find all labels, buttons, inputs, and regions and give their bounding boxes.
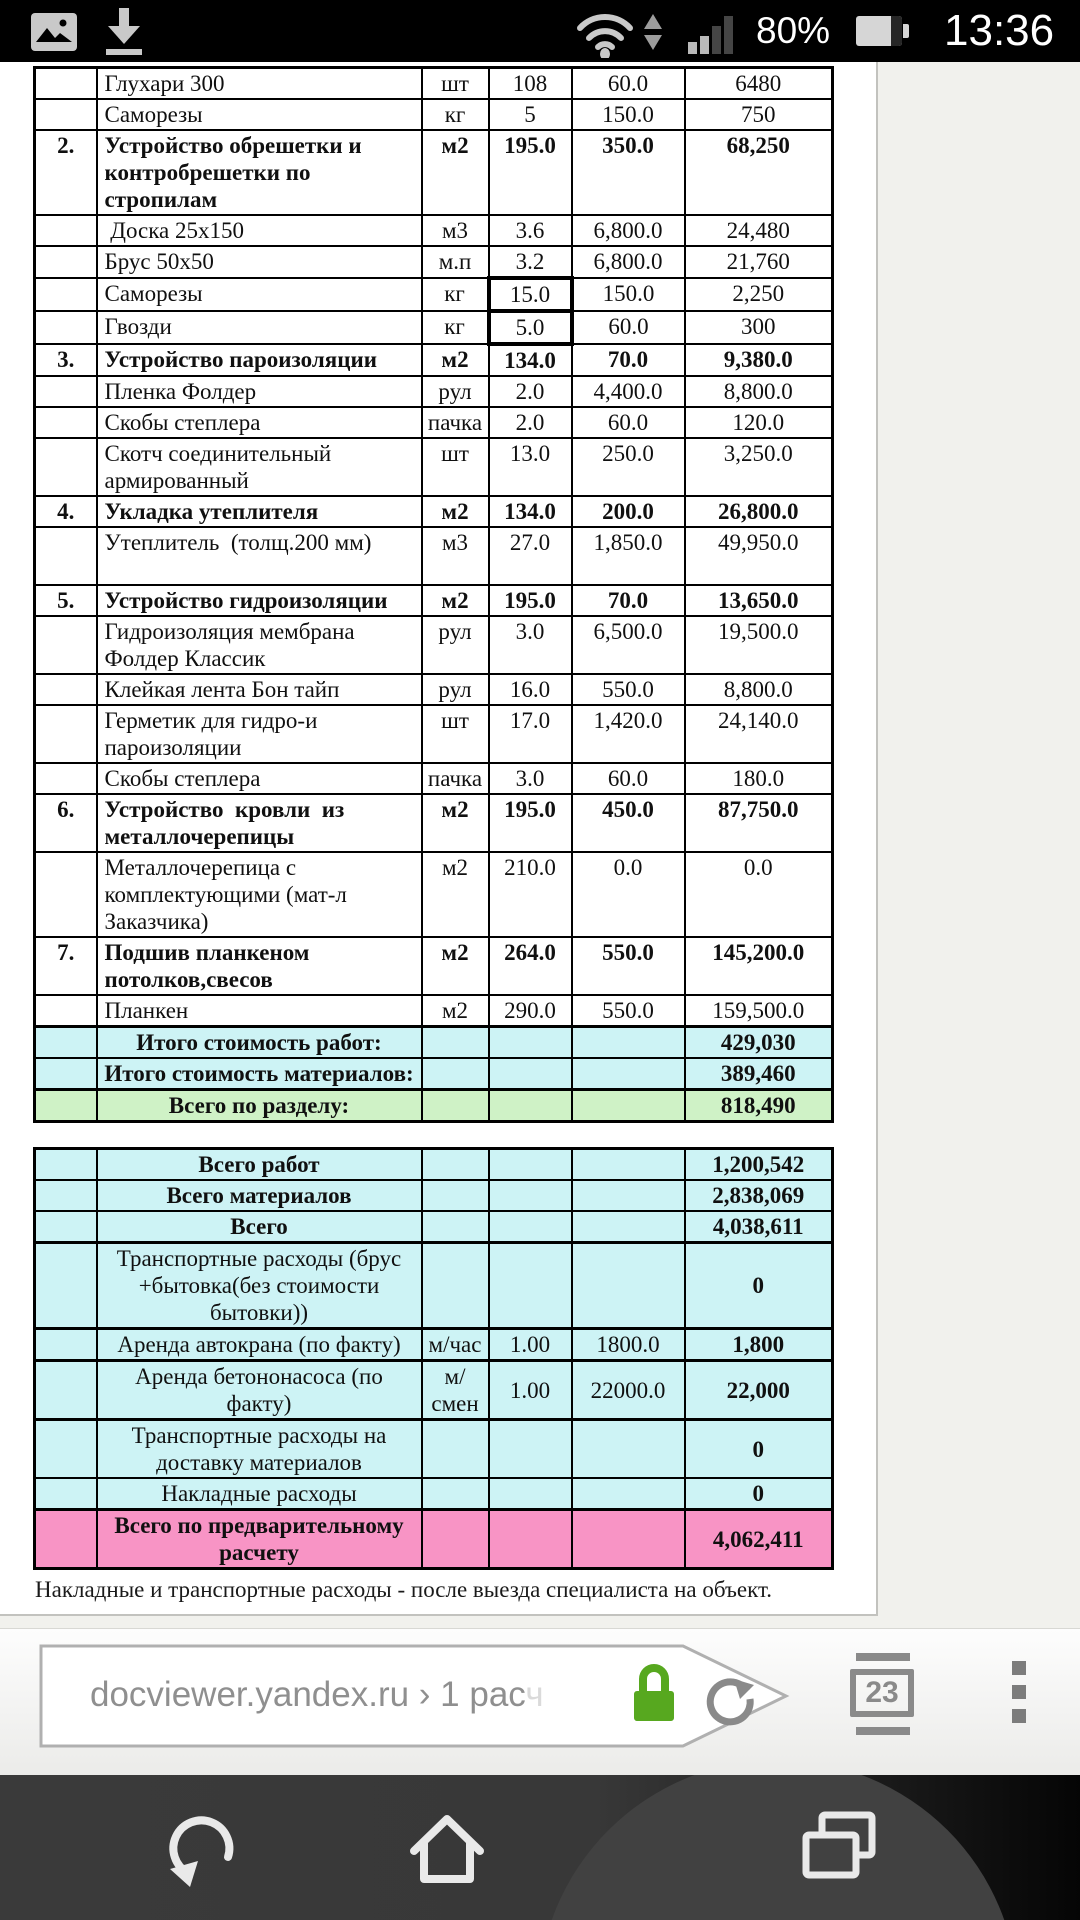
cell-price: 1800.0 xyxy=(572,1329,685,1361)
cell-total: 3,250.0 xyxy=(685,438,833,496)
cell-unit: рул xyxy=(422,376,489,407)
recents-icon xyxy=(796,1803,886,1893)
cell-total: 429,030 xyxy=(685,1027,833,1059)
navigation-bar xyxy=(0,1775,1080,1920)
cell-name: Герметик для гидро-и пароизоляции xyxy=(97,705,422,763)
cell-num xyxy=(35,674,97,705)
cell-total: 300 xyxy=(685,311,833,344)
cell-price: 60.0 xyxy=(572,68,685,100)
cell-qty: 1.00 xyxy=(489,1329,572,1361)
cell-price xyxy=(572,1027,685,1059)
table-row xyxy=(35,246,833,278)
cell-unit: м/смен xyxy=(422,1361,489,1420)
cell-total: 24,480 xyxy=(685,215,833,246)
table-row xyxy=(35,215,833,246)
table-row xyxy=(35,311,833,344)
cell-total: 0 xyxy=(685,1478,833,1510)
cell-num xyxy=(35,1180,97,1211)
cell-qty: 5 xyxy=(489,99,572,130)
table-row xyxy=(35,1510,833,1569)
cell-name: Скотч соединительный армированный xyxy=(97,438,422,496)
cell-name: Всего xyxy=(97,1211,422,1243)
cell-total: 22,000 xyxy=(685,1361,833,1420)
cell-qty: 3.2 xyxy=(489,246,572,278)
cell-name: Аренда бетононасоса (по факту) xyxy=(97,1361,422,1420)
cell-name: Скобы степлера xyxy=(97,407,422,438)
cell-unit: рул xyxy=(422,616,489,674)
cell-price xyxy=(572,1180,685,1211)
cell-unit xyxy=(422,1510,489,1569)
cell-name: Всего по предварительному расчету xyxy=(97,1510,422,1569)
tab-count: 23 xyxy=(850,1669,914,1717)
cell-num xyxy=(35,705,97,763)
cell-price: 450.0 xyxy=(572,794,685,852)
cell-num xyxy=(35,376,97,407)
cell-qty xyxy=(489,1180,572,1211)
cell-num: 4. xyxy=(35,496,97,527)
cell-price xyxy=(572,1243,685,1329)
cell-unit xyxy=(422,1058,489,1090)
table-row xyxy=(35,616,833,674)
clock: 13:36 xyxy=(944,6,1055,55)
cell-qty: 134.0 xyxy=(489,344,572,376)
cell-price xyxy=(572,1478,685,1510)
cell-price xyxy=(572,1149,685,1181)
cell-total: 9,380.0 xyxy=(685,344,833,376)
table-row xyxy=(35,527,833,585)
cell-unit xyxy=(422,1027,489,1059)
back-icon xyxy=(158,1803,248,1893)
cell-price: 60.0 xyxy=(572,311,685,344)
cell-name: Саморезы xyxy=(97,99,422,130)
table-row xyxy=(35,376,833,407)
table-row xyxy=(35,674,833,705)
cell-num xyxy=(35,1510,97,1569)
cell-qty: 16.0 xyxy=(489,674,572,705)
table-row xyxy=(35,99,833,130)
cell-qty: 290.0 xyxy=(489,995,572,1027)
table-row xyxy=(35,278,833,311)
cell-qty: 264.0 xyxy=(489,937,572,995)
cell-price: 60.0 xyxy=(572,763,685,794)
cell-name: Итого стоимость работ: xyxy=(97,1027,422,1059)
cell-price: 6,800.0 xyxy=(572,215,685,246)
home-icon xyxy=(402,1803,492,1893)
cell-price xyxy=(572,1058,685,1090)
cell-name: Гвозди xyxy=(97,311,422,344)
lock-icon xyxy=(630,1663,678,1730)
cell-price: 70.0 xyxy=(572,344,685,376)
cell-unit: кг xyxy=(422,311,489,344)
battery-cap xyxy=(903,24,909,38)
cell-price xyxy=(572,1420,685,1479)
download-icon xyxy=(100,6,148,56)
table-row xyxy=(35,1329,833,1361)
table-row xyxy=(35,995,833,1027)
table-row xyxy=(35,937,833,995)
cell-name: Транспортные расходы (брус +бытовка(без стоимости бытовки)) xyxy=(97,1243,422,1329)
cell-total: 2,838,069 xyxy=(685,1180,833,1211)
cell-unit xyxy=(422,1420,489,1479)
table-row xyxy=(35,763,833,794)
cell-name: Аренда автокрана (по факту) xyxy=(97,1329,422,1361)
estimate-table xyxy=(33,66,834,1123)
cell-price xyxy=(572,1510,685,1569)
cell-name: Транспортные расходы на доставку материалов xyxy=(97,1420,422,1479)
cell-unit: пачка xyxy=(422,763,489,794)
cell-qty: 2.0 xyxy=(489,376,572,407)
table-row xyxy=(35,496,833,527)
cell-num xyxy=(35,616,97,674)
cell-unit: пачка xyxy=(422,407,489,438)
cell-name: Клейкая лента Бон тайп xyxy=(97,674,422,705)
cell-qty xyxy=(489,1510,572,1569)
cell-price xyxy=(572,1090,685,1122)
cell-qty xyxy=(489,1478,572,1510)
cell-total: 87,750.0 xyxy=(685,794,833,852)
home-button[interactable] xyxy=(402,1803,492,1893)
table-row xyxy=(35,1058,833,1090)
table-row xyxy=(35,852,833,937)
cell-num xyxy=(35,1211,97,1243)
cell-total: 1,200,542 xyxy=(685,1149,833,1181)
table-row xyxy=(35,1149,833,1181)
cell-name: Глухари 300 xyxy=(97,68,422,100)
cell-qty: 210.0 xyxy=(489,852,572,937)
cell-price xyxy=(572,1211,685,1243)
cell-num xyxy=(35,1329,97,1361)
cell-num: 6. xyxy=(35,794,97,852)
cell-unit xyxy=(422,1243,489,1329)
cell-qty: 5.0 xyxy=(489,311,572,344)
cell-total: 159,500.0 xyxy=(685,995,833,1027)
cell-num xyxy=(35,1361,97,1420)
cell-num: 5. xyxy=(35,585,97,616)
cell-num xyxy=(35,1027,97,1059)
cell-price: 6,500.0 xyxy=(572,616,685,674)
recents-button[interactable] xyxy=(796,1803,886,1893)
footnote: Накладные и транспортные расходы - после выезда специалиста на объект. xyxy=(35,1577,773,1602)
cell-price: 150.0 xyxy=(572,278,685,311)
cell-total: 389,460 xyxy=(685,1058,833,1090)
cell-name: Укладка утеплителя xyxy=(97,496,422,527)
browser-toolbar xyxy=(0,1628,1080,1776)
cell-price: 70.0 xyxy=(572,585,685,616)
wifi-download-arrow-icon xyxy=(644,35,662,50)
url-text: docviewer.yandex.ru › 1 расч xyxy=(90,1675,544,1714)
battery-icon xyxy=(856,16,902,46)
wifi-icon xyxy=(574,12,636,58)
cell-qty: 27.0 xyxy=(489,527,572,585)
table-row xyxy=(35,794,833,852)
cell-unit: шт xyxy=(422,705,489,763)
cell-name: Саморезы xyxy=(97,278,422,311)
table-row xyxy=(35,438,833,496)
cell-unit xyxy=(422,1090,489,1122)
table-row xyxy=(35,1090,833,1122)
cell-name: Пленка Фолдер xyxy=(97,376,422,407)
cell-total: 24,140.0 xyxy=(685,705,833,763)
cell-num: 2. xyxy=(35,130,97,215)
table-row xyxy=(35,344,833,376)
cell-unit: м2 xyxy=(422,130,489,215)
cell-num xyxy=(35,852,97,937)
refresh-button[interactable] xyxy=(700,1669,760,1734)
cell-total: 4,062,411 xyxy=(685,1510,833,1569)
cell-num xyxy=(35,527,97,585)
cell-unit: кг xyxy=(422,99,489,130)
cell-price: 4,400.0 xyxy=(572,376,685,407)
cell-unit xyxy=(422,1180,489,1211)
cell-total: 6480 xyxy=(685,68,833,100)
cell-price: 550.0 xyxy=(572,937,685,995)
cell-price: 60.0 xyxy=(572,407,685,438)
cell-name: Доска 25х150 xyxy=(97,215,422,246)
table-row xyxy=(35,1211,833,1243)
cell-num xyxy=(35,1149,97,1181)
cell-unit xyxy=(422,1478,489,1510)
cell-total: 0.0 xyxy=(685,852,833,937)
overflow-menu-button[interactable] xyxy=(1006,1661,1032,1737)
cell-name: Всего по разделу: xyxy=(97,1090,422,1122)
cell-name: Скобы степлера xyxy=(97,763,422,794)
cell-total: 21,760 xyxy=(685,246,833,278)
cell-qty xyxy=(489,1090,572,1122)
cell-name: Утеплитель (толщ.200 мм) xyxy=(97,527,422,585)
cell-name: Итого стоимость материалов: xyxy=(97,1058,422,1090)
cell-qty: 3.6 xyxy=(489,215,572,246)
cell-unit: м3 xyxy=(422,527,489,585)
table-row xyxy=(35,1180,833,1211)
table-row xyxy=(35,1478,833,1510)
cell-qty: 195.0 xyxy=(489,794,572,852)
cell-total: 2,250 xyxy=(685,278,833,311)
cell-num xyxy=(35,763,97,794)
cell-price: 0.0 xyxy=(572,852,685,937)
cell-num xyxy=(35,278,97,311)
cell-num: 7. xyxy=(35,937,97,995)
cell-total: 818,490 xyxy=(685,1090,833,1122)
battery-percent: 80% xyxy=(756,10,831,51)
table-row xyxy=(35,1027,833,1059)
back-button[interactable] xyxy=(158,1803,248,1893)
cell-name: Подшив планкеном потолков,свесов xyxy=(97,937,422,995)
cell-total: 13,650.0 xyxy=(685,585,833,616)
cell-qty: 2.0 xyxy=(489,407,572,438)
cell-qty: 3.0 xyxy=(489,616,572,674)
document-page[interactable] xyxy=(0,62,878,1616)
cell-unit: м2 xyxy=(422,852,489,937)
table-row xyxy=(35,68,833,100)
cell-name: Планкен xyxy=(97,995,422,1027)
cell-qty: 108 xyxy=(489,68,572,100)
cell-qty xyxy=(489,1058,572,1090)
cell-price: 550.0 xyxy=(572,674,685,705)
cell-total: 0 xyxy=(685,1243,833,1329)
cell-num xyxy=(35,995,97,1027)
cell-total: 4,038,611 xyxy=(685,1211,833,1243)
cell-unit xyxy=(422,1211,489,1243)
cell-num xyxy=(35,68,97,100)
cell-qty xyxy=(489,1149,572,1181)
cell-total: 120.0 xyxy=(685,407,833,438)
cell-total: 180.0 xyxy=(685,763,833,794)
table-row xyxy=(35,407,833,438)
cell-qty: 17.0 xyxy=(489,705,572,763)
cell-total: 19,500.0 xyxy=(685,616,833,674)
cell-total: 1,800 xyxy=(685,1329,833,1361)
cell-name: Устройство кровли из металлочерепицы xyxy=(97,794,422,852)
cell-name: Всего работ xyxy=(97,1149,422,1181)
cell-total: 8,800.0 xyxy=(685,376,833,407)
address-bar[interactable] xyxy=(38,1643,798,1749)
cell-name: Устройство пароизоляции xyxy=(97,344,422,376)
cell-num xyxy=(35,1058,97,1090)
table-row xyxy=(35,1361,833,1420)
cell-num xyxy=(35,311,97,344)
cell-num xyxy=(35,407,97,438)
cell-price: 6,800.0 xyxy=(572,246,685,278)
cell-qty: 3.0 xyxy=(489,763,572,794)
wifi-upload-arrow-icon xyxy=(644,14,662,29)
cell-unit: м/час xyxy=(422,1329,489,1361)
signal-bars-icon xyxy=(688,14,744,54)
cell-num xyxy=(35,1420,97,1479)
cell-unit: м2 xyxy=(422,344,489,376)
cell-num xyxy=(35,215,97,246)
cell-unit: м2 xyxy=(422,995,489,1027)
cell-unit: м3 xyxy=(422,215,489,246)
gallery-icon xyxy=(30,12,78,52)
cell-qty xyxy=(489,1243,572,1329)
cell-num xyxy=(35,246,97,278)
cell-price: 22000.0 xyxy=(572,1361,685,1420)
cell-unit: рул xyxy=(422,674,489,705)
cell-total: 8,800.0 xyxy=(685,674,833,705)
status-bar xyxy=(0,0,1080,62)
cell-price: 1,420.0 xyxy=(572,705,685,763)
cell-price: 250.0 xyxy=(572,438,685,496)
cell-num xyxy=(35,1090,97,1122)
cell-qty: 134.0 xyxy=(489,496,572,527)
cell-total: 49,950.0 xyxy=(685,527,833,585)
cell-qty: 195.0 xyxy=(489,585,572,616)
cell-qty: 15.0 xyxy=(489,278,572,311)
cell-num: 3. xyxy=(35,344,97,376)
table-row xyxy=(35,585,833,616)
table-row xyxy=(35,1420,833,1479)
cell-unit: кг xyxy=(422,278,489,311)
cell-unit: шт xyxy=(422,438,489,496)
cell-unit: м2 xyxy=(422,794,489,852)
cell-qty: 195.0 xyxy=(489,130,572,215)
cell-qty xyxy=(489,1027,572,1059)
cell-name: Устройство гидроизоляции xyxy=(97,585,422,616)
cell-name: Брус 50х50 xyxy=(97,246,422,278)
table-row xyxy=(35,130,833,215)
cell-num xyxy=(35,99,97,130)
cell-qty: 13.0 xyxy=(489,438,572,496)
cell-qty xyxy=(489,1420,572,1479)
cell-unit: м2 xyxy=(422,585,489,616)
cell-num xyxy=(35,438,97,496)
cell-name: Гидроизоляция мембрана Фолдер Классик xyxy=(97,616,422,674)
cell-num xyxy=(35,1478,97,1510)
cell-qty xyxy=(489,1211,572,1243)
cell-total: 68,250 xyxy=(685,130,833,215)
cell-unit: шт xyxy=(422,68,489,100)
cell-unit: м2 xyxy=(422,937,489,995)
tabs-button[interactable] xyxy=(848,1653,922,1743)
cell-qty: 1.00 xyxy=(489,1361,572,1420)
cell-total: 0 xyxy=(685,1420,833,1479)
cell-price: 150.0 xyxy=(572,99,685,130)
cell-price: 350.0 xyxy=(572,130,685,215)
cell-price: 200.0 xyxy=(572,496,685,527)
cell-num xyxy=(35,1243,97,1329)
cell-total: 145,200.0 xyxy=(685,937,833,995)
cell-unit: м2 xyxy=(422,496,489,527)
cell-unit xyxy=(422,1149,489,1181)
cell-name: Устройство обрешетки и контробрешетки по стропилам xyxy=(97,130,422,215)
cell-total: 750 xyxy=(685,99,833,130)
recents-highlight-circle xyxy=(538,1775,1018,1920)
cell-total: 26,800.0 xyxy=(685,496,833,527)
cell-name: Металлочерепица с комплектующими (мат-л Заказчика) xyxy=(97,852,422,937)
cell-name: Накладные расходы xyxy=(97,1478,422,1510)
table-row xyxy=(35,705,833,763)
cell-unit: м.п xyxy=(422,246,489,278)
cell-price: 1,850.0 xyxy=(572,527,685,585)
grand-total-table xyxy=(33,1147,834,1570)
cell-name: Всего материалов xyxy=(97,1180,422,1211)
table-row xyxy=(35,1243,833,1329)
cell-price: 550.0 xyxy=(572,995,685,1027)
